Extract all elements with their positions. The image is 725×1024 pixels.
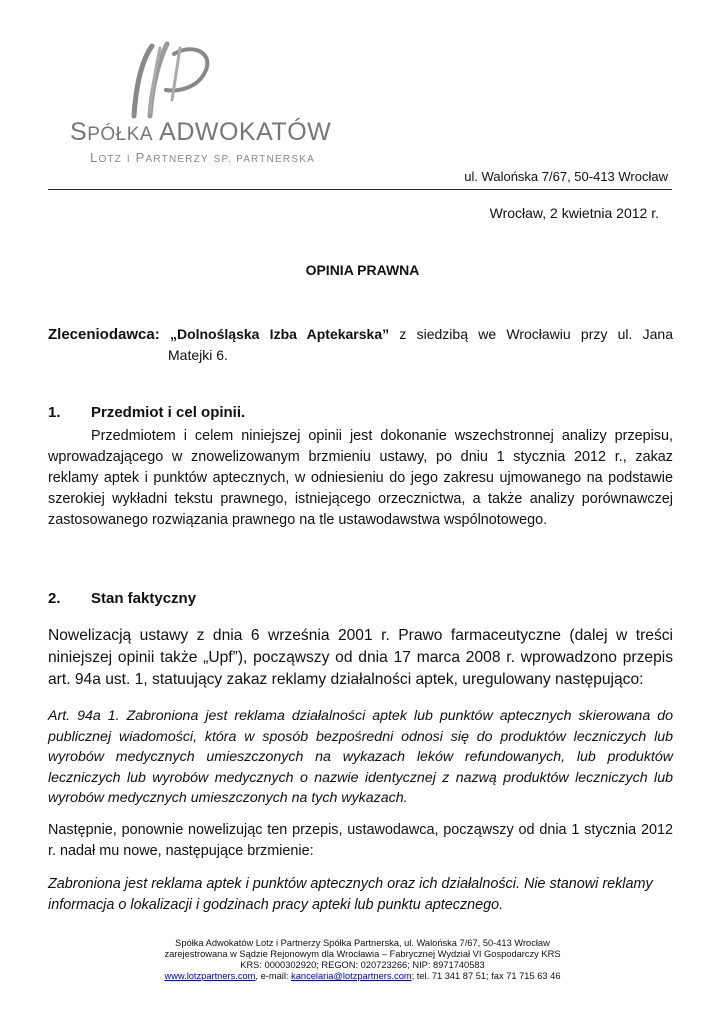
section-2-title: Stan faktyczny bbox=[91, 590, 197, 607]
document-title: OPINIA PRAWNA bbox=[305, 262, 420, 278]
document-date: Wrocław, 2 kwietnia 2012 r. bbox=[489, 205, 659, 221]
client-address: z siedzibą we Wrocławiu przy ul. Jana bbox=[399, 326, 674, 342]
section-2-paragraph-2: Następnie, ponownie nowelizując ten przepis, ustawodawca, począwszy od dnia 1 stycznia 2012 r. nadał mu nowe, następujące brzmienie: bbox=[48, 822, 673, 859]
logo-monogram bbox=[112, 40, 222, 125]
section-2-body: Nowelizacją ustawy z dnia 6 września 2001 r. Prawo farmaceutyczne (dalej w treści niniejszej opinii także „Upf”), począwszy od dnia 17 marca 2008 r. wprowadzono przepis art. 94a ust. 1, statuujący zakaz reklamy działalności aptek, uregulowany następująco: bbox=[48, 627, 673, 688]
footer-line-2: zarejestrowana w Sądzie Rejonowym dla Wrocławia – Fabrycznej Wydział VI Gospodarczy KRS bbox=[164, 949, 561, 959]
footer-line-3: KRS: 0000302920; REGON: 020723266; NIP: 8971740583 bbox=[240, 960, 485, 970]
client-line bbox=[48, 324, 673, 345]
footer-line-4 bbox=[0, 971, 725, 982]
section-1-title: Przedmiot i cel opinii. bbox=[91, 404, 246, 421]
page-footer bbox=[0, 938, 725, 982]
client-block bbox=[48, 324, 673, 366]
section-1-number: 1. bbox=[48, 404, 61, 421]
section-2-heading bbox=[48, 590, 196, 607]
client-name: „Dolnośląska Izba Aptekarska” bbox=[169, 326, 390, 342]
section-1-heading bbox=[48, 404, 245, 421]
client-label: Zleceniodawca: bbox=[48, 326, 160, 343]
firm-name-logo: SPÓŁKA ADWOKATÓW bbox=[70, 118, 332, 146]
footer-phones: ; tel. 71 341 87 51; fax 71 715 63 46 bbox=[411, 971, 561, 981]
website-link[interactable]: www.lotzpartners.com bbox=[164, 971, 256, 981]
firm-subtitle-logo: LOTZ I PARTNERZY SP. PARTNERSKA bbox=[90, 150, 315, 165]
client-address-continued: Matejki 6. bbox=[168, 347, 228, 363]
law-quote-amended: Zabroniona jest reklama aptek i punktów aptecznych oraz ich działalności. Nie stanowi reklamy informacja o lokalizacji i godzinach pracy apteki lub punktu aptecznego. bbox=[48, 876, 653, 913]
law-quote-original: Art. 94a 1. Zabroniona jest reklama działalności aptek lub punktów aptecznych skierowana do publicznej wiadomości, która w sposób bezpośredni odnosi się do produktów leczniczych lub wyrobów medycznych umieszczonych na wykazach leków refundowanych, lub produktów leczniczych lub wyrobów medycznych o nazwie identycznej z nazwą produktów leczniczych lub wyrobów medycznych umieszczonych na tych wykazach. bbox=[48, 708, 673, 806]
section-1-body: Przedmiotem i celem niniejszej opinii jest dokonanie wszechstronnej analizy przepisu, wprowadzającego w znowelizowanym brzmieniu ustawy, po dniu 1 stycznia 2012 r., zakaz reklamy aptek i punktów aptecznych, w odniesieniu do jego zakresu ujmowanego na podstawie szerokiej wykładni tekstu prawnego, istniejącego orzecznictwa, a także analizy porównawczej zastosowanego rozwiązania prawnego na tle ustawodawstwa wspólnotowego. bbox=[48, 428, 673, 528]
email-label: , e-mail: bbox=[255, 971, 292, 981]
header-divider bbox=[48, 189, 672, 190]
header-address: ul. Walońska 7/67, 50-413 Wrocław bbox=[464, 169, 668, 184]
email-link[interactable]: kancelaria@lotzpartners.com bbox=[291, 971, 412, 981]
section-2-number: 2. bbox=[48, 590, 61, 607]
footer-line-1: Spółka Adwokatów Lotz i Partnerzy Spółka Partnerska, ul. Walońska 7/67, 50-413 Wrocław bbox=[175, 938, 550, 948]
